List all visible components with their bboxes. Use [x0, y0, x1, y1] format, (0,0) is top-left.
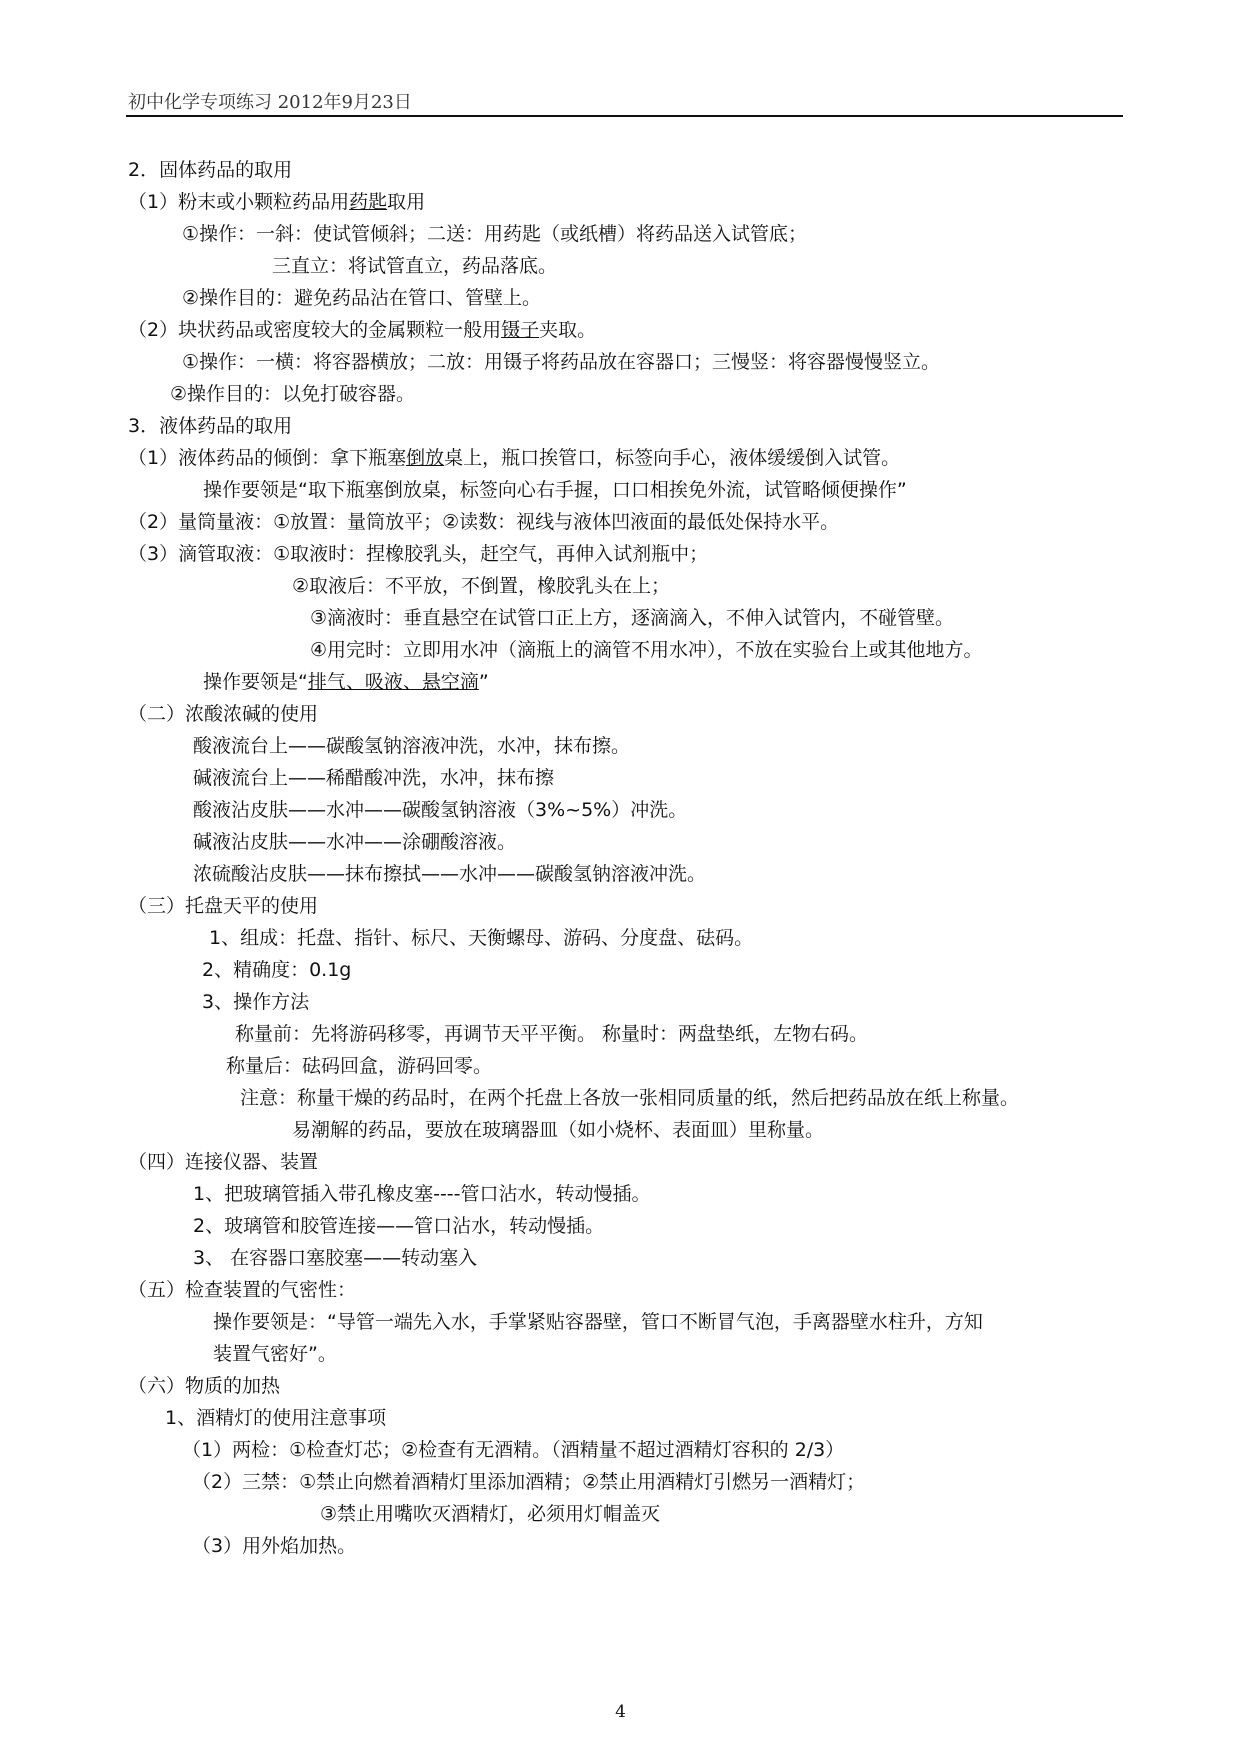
- text-line: 操作要领是：“导管一端先入水，手掌紧贴容器壁，管口不断冒气泡，手离器壁水柱升，方知: [213, 1311, 983, 1333]
- text-line: （三）托盘天平的使用: [128, 895, 319, 917]
- text-line: 3、 在容器口塞胶塞——转动塞入: [193, 1247, 478, 1269]
- text-line: 注意：称量干燥的药品时，在两个托盘上各放一张相同质量的纸，然后把药品放在纸上称量。: [240, 1087, 1020, 1109]
- text-line: ④用完时：立即用水冲（滴瓶上的滴管不用水冲），不放在实验台上或其他地方。: [310, 639, 983, 661]
- text-line: 酸液流台上——碳酸氢钠溶液冲洗，水冲，抹布擦。: [193, 735, 631, 757]
- text-line: 浓硫酸沾皮肤——抹布擦拭——水冲——碳酸氢钠溶液冲洗。: [193, 863, 707, 885]
- text-line: （2）量筒量液：①放置：量筒放平；②读数：视线与液体凹液面的最低处保持水平。: [128, 511, 840, 533]
- text-line: ③禁止用嘴吹灭酒精灯，必须用灯帽盖灭: [320, 1503, 661, 1525]
- text-line: 2．固体药品的取用: [128, 159, 293, 181]
- text-line: 装置气密好”。: [213, 1343, 337, 1365]
- header-rule: [126, 115, 1123, 117]
- text-line: 2、精确度：0.1g: [202, 959, 352, 981]
- text-line: 酸液沾皮肤——水冲——碳酸氢钠溶液（3%~5%）冲洗。: [193, 799, 688, 821]
- text-line: 3、操作方法: [202, 991, 310, 1013]
- text-line: 操作要领是“取下瓶塞倒放桌，标签向心右手握，口口相挨免外流，试管略倾便操作”: [203, 479, 907, 501]
- text-line: 三直立：将试管直立，药品落底。: [272, 255, 558, 277]
- text-line: （1）液体药品的倾倒：拿下瓶塞倒放桌上，瓶口挨管口，标签向手心，液体缓缓倒入试管。: [128, 447, 901, 469]
- text-line: 1、组成：托盘、指针、标尺、天衡螺母、游码、分度盘、砝码。: [209, 927, 754, 949]
- text-line: 碱液沾皮肤——水冲——涂硼酸溶液。: [193, 831, 517, 853]
- text-line: ①操作：一斜：使试管倾斜；二送：用药匙（或纸槽）将药品送入试管底；: [182, 223, 808, 245]
- text-line: （二）浓酸浓碱的使用: [128, 703, 319, 725]
- text-line: 1、把玻璃管插入带孔橡皮塞----管口沾水，转动慢插。: [193, 1183, 651, 1205]
- text-line: （四）连接仪器、装置: [128, 1151, 319, 1173]
- text-line: （五）检查装置的气密性：: [128, 1279, 357, 1301]
- text-line: （1）两检：①检查灯芯；②检查有无酒精。（酒精量不超过酒精灯容积的 2/3）: [182, 1439, 845, 1461]
- text-line: （2）块状药品或密度较大的金属颗粒一般用镊子夹取。: [128, 319, 597, 341]
- text-line: （3）滴管取液：①取液时：捏橡胶乳头，赶空气，再伸入试剂瓶中；: [128, 543, 709, 565]
- text-line: ②操作目的：避免药品沾在管口、管壁上。: [182, 287, 542, 309]
- text-line: ①操作：一横：将容器横放；二放：用镊子将药品放在容器口；三慢竖：将容器慢慢竖立。: [182, 351, 941, 373]
- text-line: ②操作目的：以免打破容器。: [170, 383, 416, 405]
- text-line: 3．液体药品的取用: [128, 415, 293, 437]
- page-number: 4: [615, 1702, 626, 1722]
- page-header: 初中化学专项练习 2012年9月23日: [128, 92, 412, 113]
- text-line: ②取液后：不平放，不倒置，橡胶乳头在上；: [292, 575, 671, 597]
- text-line: （3）用外焰加热。: [192, 1535, 357, 1557]
- text-line: （六）物质的加热: [128, 1375, 281, 1397]
- text-line: 易潮解的药品，要放在玻璃器皿（如小烧杯、表面皿）里称量。: [292, 1119, 825, 1141]
- text-line: （2）三禁：①禁止向燃着酒精灯里添加酒精；②禁止用酒精灯引燃另一酒精灯；: [192, 1471, 866, 1493]
- text-line: ③滴液时：垂直悬空在试管口正上方，逐滴滴入，不伸入试管内，不碰管壁。: [310, 607, 955, 629]
- text-line: 称量后：砝码回盒，游码回零。: [226, 1055, 493, 1077]
- text-line: 碱液流台上——稀醋酸冲洗，水冲，抹布擦: [193, 767, 555, 789]
- text-line: （1）粉末或小颗粒药品用药匙取用: [128, 191, 426, 213]
- text-line: 1、酒精灯的使用注意事项: [165, 1407, 387, 1429]
- text-line: 2、玻璃管和胶管连接——管口沾水，转动慢插。: [193, 1215, 605, 1237]
- text-line: 称量前：先将游码移零，再调节天平平衡。 称量时：两盘垫纸，左物右码。: [235, 1023, 869, 1045]
- text-line: 操作要领是“排气、吸液、悬空滴”: [203, 671, 489, 693]
